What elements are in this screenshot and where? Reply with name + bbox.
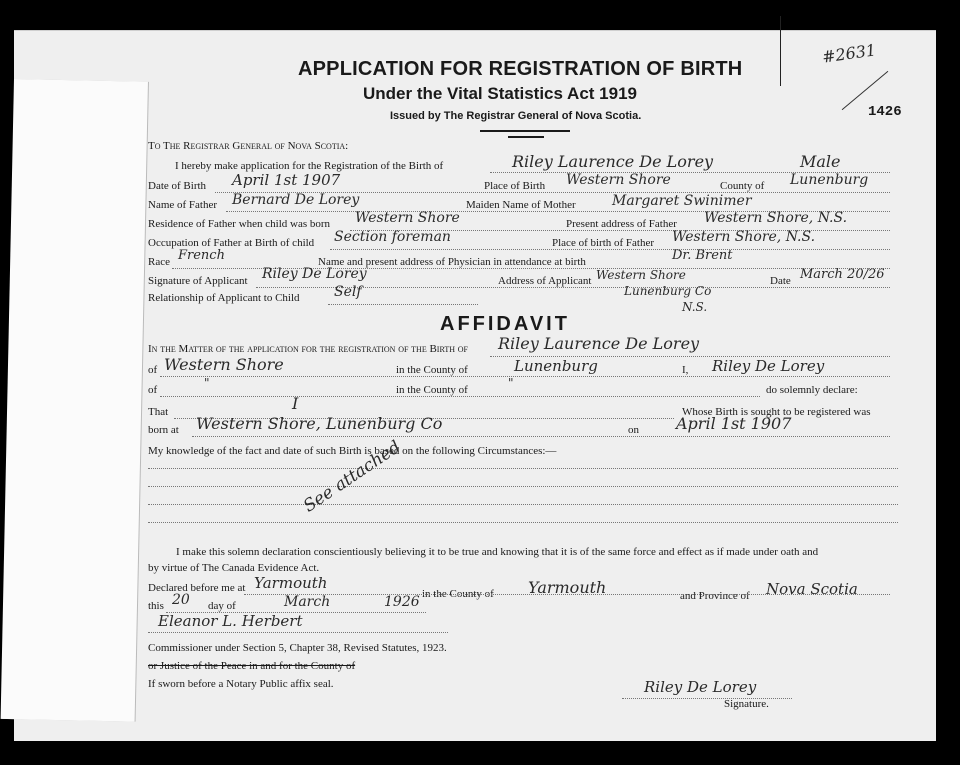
county-value: Lunenburg bbox=[790, 172, 869, 188]
dob-value: April 1st 1907 bbox=[232, 171, 341, 189]
in-county3-label: in the County of bbox=[422, 588, 494, 600]
physician-value: Dr. Brent bbox=[672, 248, 733, 263]
declared-label: Declared before me at bbox=[148, 582, 246, 594]
province-value: Nova Scotia bbox=[766, 580, 858, 598]
in-county-label: in the County of bbox=[396, 364, 468, 376]
applicant-address-value-2: Lunenburg Co bbox=[624, 284, 712, 298]
of-value: Western Shore bbox=[164, 355, 284, 374]
relationship-value: Self bbox=[334, 284, 362, 300]
applicant-address-value-3: N.S. bbox=[682, 300, 708, 314]
county-label: County of bbox=[720, 180, 765, 192]
matter-label: In the Matter of the application for the registration of the Birth of bbox=[148, 343, 468, 355]
i-label: I, bbox=[682, 364, 689, 376]
of2-value: " bbox=[204, 376, 210, 390]
province-label: and Province of bbox=[680, 590, 750, 602]
on-label: on bbox=[628, 424, 639, 436]
title-rule bbox=[480, 130, 570, 132]
born-at-label: born at bbox=[148, 424, 179, 436]
form-title: APPLICATION FOR REGISTRATION OF BIRTH bbox=[298, 58, 743, 80]
day-value: 20 bbox=[172, 592, 190, 608]
in-county2-label: in the County of bbox=[396, 384, 468, 396]
declared-value: Yarmouth bbox=[254, 574, 328, 592]
commissioner-label: Commissioner under Section 5, Chapter 38, Revised Statutes, 1923. bbox=[148, 642, 447, 654]
date-label: Date bbox=[770, 275, 791, 287]
of2-label: of bbox=[148, 384, 158, 396]
whose-birth-label: Whose Birth is sought to be registered was bbox=[682, 406, 871, 418]
month-value: March bbox=[284, 594, 331, 610]
place-of-birth-label: Place of Birth bbox=[484, 180, 546, 192]
issued-by: Issued by The Registrar General of Nova Scotia. bbox=[390, 110, 642, 122]
father-occupation-value: Section foreman bbox=[334, 229, 451, 245]
declare-label: do solemnly declare: bbox=[766, 384, 858, 396]
declarant-signature: Riley De Lorey bbox=[644, 678, 757, 696]
father-birthplace-label: Place of birth of Father bbox=[552, 237, 655, 249]
race-label: Race bbox=[148, 256, 170, 268]
date-value: March 20/26 bbox=[800, 267, 885, 282]
circumstances-value: See attached bbox=[300, 437, 405, 517]
mother-value: Margaret Swinimer bbox=[612, 193, 752, 209]
father-label: Name of Father bbox=[148, 199, 218, 211]
signature-label: Signature. bbox=[724, 698, 769, 710]
county2-value: " bbox=[508, 376, 514, 390]
that-label: That bbox=[148, 406, 169, 418]
sex-value: Male bbox=[800, 152, 841, 171]
applicant-address-value: Western Shore bbox=[596, 268, 686, 282]
father-value: Bernard De Lorey bbox=[232, 192, 360, 208]
file-number-mark: #2631 bbox=[820, 40, 878, 67]
father-residence-label: Residence of Father when child was born bbox=[148, 218, 331, 230]
applicant-signature-label: Signature of Applicant bbox=[148, 275, 248, 287]
justice-of-peace-label: or Justice of the Peace in and for the County of bbox=[148, 660, 356, 672]
of-label: of bbox=[148, 364, 158, 376]
form-subtitle: Under the Vital Statistics Act 1919 bbox=[363, 84, 637, 103]
physician-label: Name and present address of Physician in attendance at birth bbox=[318, 256, 586, 268]
place-of-birth-value: Western Shore bbox=[566, 172, 671, 188]
applicant-address-label: Address of Applicant bbox=[498, 275, 592, 287]
affidavit-heading: AFFIDAVIT bbox=[440, 313, 570, 335]
stamp-number: 1426 bbox=[868, 104, 902, 120]
intro-label: I hereby make application for the Registration of the Birth of bbox=[175, 160, 444, 172]
county3-value: Yarmouth bbox=[528, 578, 607, 597]
race-value: French bbox=[178, 248, 225, 263]
father-present-label: Present address of Father bbox=[566, 218, 677, 230]
county-value-affidavit: Lunenburg bbox=[514, 357, 598, 375]
year-value: 1926 bbox=[384, 594, 420, 610]
addressee-line: To The Registrar General of Nova Scotia: bbox=[148, 140, 349, 152]
ink-stroke bbox=[780, 16, 781, 86]
this-label: this bbox=[148, 600, 164, 612]
applicant-signature-value: Riley De Lorey bbox=[262, 266, 367, 282]
knowledge-label: My knowledge of the fact and date of such Birth is based on the following Circumstances:— bbox=[148, 445, 557, 457]
notary-label: If sworn before a Notary Public affix seal. bbox=[148, 678, 334, 690]
father-birthplace-value: Western Shore, N.S. bbox=[672, 229, 816, 245]
that-value: I bbox=[292, 394, 299, 413]
on-value: April 1st 1907 bbox=[676, 414, 792, 433]
day-of-label: day of bbox=[208, 600, 236, 612]
title-rule-short bbox=[508, 136, 544, 138]
father-residence-value: Western Shore bbox=[355, 210, 460, 226]
commissioner-signature: Eleanor L. Herbert bbox=[158, 612, 303, 630]
matter-value: Riley Laurence De Lorey bbox=[498, 334, 700, 353]
solemn-line-2: by virtue of The Canada Evidence Act. bbox=[148, 562, 320, 574]
solemn-line-1: I make this solemn declaration conscientiously believing it to be true and knowing that it is of the same force and effect as if made under oath and bbox=[176, 546, 819, 558]
child-name-value: Riley Laurence De Lorey bbox=[512, 152, 714, 171]
father-present-value: Western Shore, N.S. bbox=[704, 210, 848, 226]
dob-label: Date of Birth bbox=[148, 180, 207, 192]
mother-label: Maiden Name of Mother bbox=[466, 199, 576, 211]
attached-paper-tab bbox=[1, 79, 148, 722]
declarant-name: Riley De Lorey bbox=[712, 357, 825, 375]
born-at-value: Western Shore, Lunenburg Co bbox=[196, 414, 443, 433]
father-occupation-label: Occupation of Father at Birth of child bbox=[148, 237, 315, 249]
relationship-label: Relationship of Applicant to Child bbox=[148, 292, 300, 304]
